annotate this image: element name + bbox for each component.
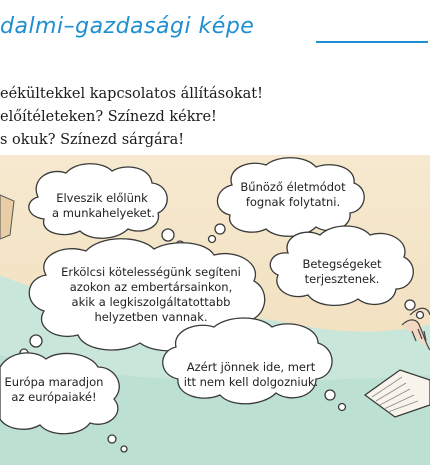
bubble-disease-text bbox=[292, 257, 392, 287]
bubble-disease-line-2: terjesztenek. bbox=[304, 272, 380, 286]
instruction-line-1: eékültekkel kapcsolatos állításokat! bbox=[0, 86, 263, 102]
bubble-jobs-text bbox=[52, 191, 155, 221]
page-title: dalmi–gazdasági képe bbox=[0, 14, 255, 39]
bubble-disease-line-1: Betegségeket bbox=[302, 257, 382, 271]
bubble-crime-line-1: Bűnöző életmódot bbox=[240, 180, 346, 194]
bubble-moral-line-4: helyzetben vannak. bbox=[94, 310, 208, 324]
bubble-moral-line-1: Erkölcsi kötelességünk segíteni bbox=[61, 265, 241, 279]
bubble-europe-line-2: az európaiaké! bbox=[11, 390, 97, 404]
bubble-moral-line-3: akik a legkiszolgáltatottabb bbox=[71, 295, 231, 309]
bubble-jobs-line-2: a munkahelyeket. bbox=[52, 206, 155, 220]
bubble-work-text bbox=[176, 360, 326, 390]
bubble-europe-line-1: Európa maradjon bbox=[4, 375, 104, 389]
bubble-moral-text bbox=[56, 265, 246, 325]
bubble-work-line-2: itt nem kell dolgozniuk. bbox=[183, 375, 319, 389]
title-underline bbox=[316, 41, 428, 43]
bubble-moral-line-2: azokon az embertársainkon, bbox=[69, 280, 233, 294]
bubble-europe-text bbox=[0, 375, 108, 405]
bubble-crime-text bbox=[238, 180, 348, 210]
instruction-line-3: s okuk? Színezd sárgára! bbox=[0, 132, 185, 148]
bubble-crime-line-2: fognak folytatni. bbox=[245, 195, 341, 209]
bubble-jobs-line-1: Elveszik előlünk bbox=[56, 191, 148, 205]
bubble-work-line-1: Azért jönnek ide, mert bbox=[186, 360, 316, 374]
instruction-line-2: előítéleteken? Színezd kékre! bbox=[0, 109, 217, 125]
